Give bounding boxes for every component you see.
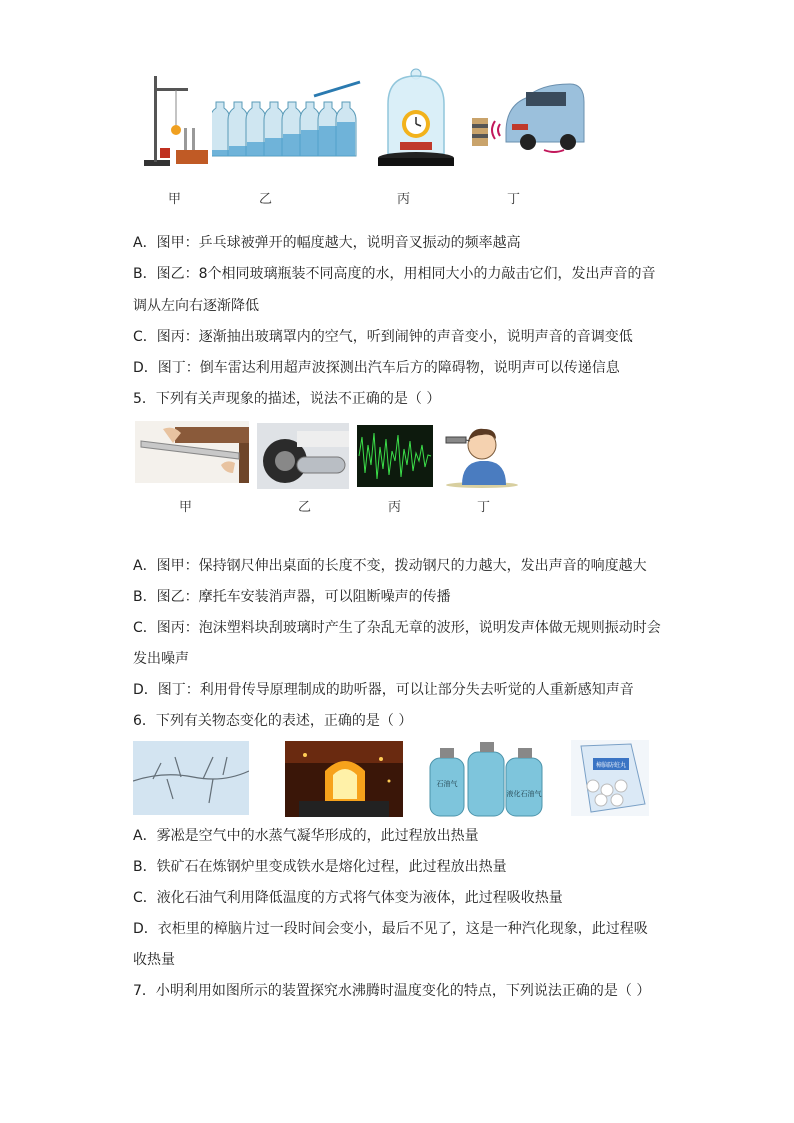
caption-bing: 丙	[397, 192, 411, 207]
figure-tuning-fork-pendulum	[140, 70, 210, 174]
q6-option-c: C．液化石油气利用降低温度的方式将气体变为液体，此过程吸收热量	[133, 890, 563, 906]
figure-motorcycle-muffler	[257, 423, 349, 489]
q4-option-c: C．图丙：逐渐抽出玻璃罩内的空气，听到闹钟的声音变小，说明声音的音调变低	[133, 329, 633, 345]
q4-option-d: D．图丁：倒车雷达利用超声波探测出汽车后方的障碍物，说明声可以传递信息	[133, 360, 620, 376]
q5-option-c-cont: 发出噪声	[133, 651, 189, 667]
q4-option-a: A．图甲：乒乓球被弹开的幅度越大，说明音叉振动的频率越高	[133, 235, 521, 251]
figure-steel-furnace	[285, 741, 403, 817]
figure-rime-frost	[133, 741, 249, 815]
q5-caption-bing: 丙	[388, 500, 402, 515]
figure-camphor-package	[571, 740, 649, 816]
q5-caption-jia: 甲	[179, 500, 193, 515]
figure-eight-glass-bottles	[212, 80, 362, 160]
figure-noise-waveform	[357, 425, 433, 487]
q6-stem: 6．下列有关物态变化的表述，正确的是（ ）	[133, 713, 413, 729]
q7-stem: 7．小明利用如图所示的装置探究水沸腾时温度变化的特点，下列说法正确的是（ ）	[133, 983, 651, 999]
q6-option-d: D．衣柜里的樟脑片过一段时间会变小，最后不见了，这是一种汽化现象，此过程吸	[133, 921, 648, 937]
q5-option-c: C．图丙：泡沫塑料块刮玻璃时产生了杂乱无章的波形，说明发声体做无规则振动时会	[133, 620, 661, 636]
camphor-package-label: 樟脑防蛀丸	[595, 762, 627, 769]
q6-option-a: A．雾凇是空气中的水蒸气凝华形成的，此过程放出热量	[133, 828, 479, 844]
figure-bell-jar-alarm-clock	[374, 68, 460, 172]
q5-caption-yi: 乙	[298, 500, 312, 515]
q4-option-b: B．图乙：8个相同玻璃瓶装不同高度的水，用相同大小的力敲击它们，发出声音的音	[133, 266, 656, 282]
figure-lpg-tanks	[428, 740, 544, 818]
q6-option-b: B．铁矿石在炼钢炉里变成铁水是熔化过程，此过程放出热量	[133, 859, 507, 875]
q4-option-b-cont: 调从左向右逐渐降低	[133, 298, 259, 314]
q5-option-a: A．图甲：保持钢尺伸出桌面的长度不变，拨动钢尺的力越大，发出声音的响度越大	[133, 558, 647, 574]
q5-option-b: B．图乙：摩托车安装消声器，可以阻断噪声的传播	[133, 589, 451, 605]
q6-option-d-cont: 收热量	[133, 952, 175, 968]
q5-caption-ding: 丁	[477, 500, 491, 515]
tank-label-left: 石油气	[436, 780, 458, 788]
q5-option-d: D．图丁：利用骨传导原理制成的助听器，可以让部分失去听觉的人重新感知声音	[133, 682, 634, 698]
caption-yi: 乙	[259, 192, 273, 207]
figure-steel-ruler-desk	[135, 421, 249, 483]
caption-ding: 丁	[507, 192, 521, 207]
figure-bone-conduction-hearing-aid	[440, 419, 522, 489]
q5-stem: 5．下列有关声现象的描述，说法不正确的是（ ）	[133, 391, 441, 407]
tank-label-right: 液化石油气	[506, 790, 542, 798]
figure-car-reversing-radar	[470, 80, 585, 154]
caption-jia: 甲	[168, 192, 182, 207]
